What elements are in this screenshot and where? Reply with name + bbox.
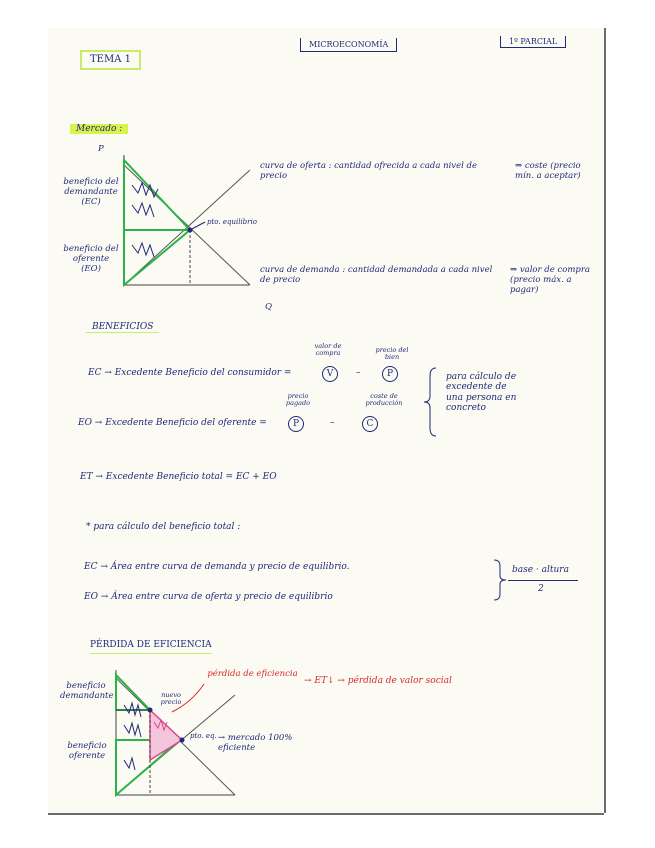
subject-label: MICROECONOMÍA	[300, 38, 397, 52]
formula-numerator: base · altura	[512, 565, 569, 575]
precio-bien-caption: precio del bien	[375, 346, 409, 362]
minus-sign: –	[356, 368, 361, 378]
ec-area-line: EC → Área entre curva de demanda y precio de equilibrio.	[84, 562, 350, 572]
perdida-consequence: → ET↓ → pérdida de valor social	[304, 676, 452, 686]
formula-denominator: 2	[538, 584, 544, 594]
axis-q-label: Q	[265, 302, 272, 312]
calc-title: * para cálculo del beneficio total :	[86, 522, 241, 532]
parcial-label: 1º PARCIAL	[500, 36, 566, 48]
eo-label: beneficio del oferente (EO)	[63, 244, 119, 274]
perdida-eficiencia-label: pérdida de eficiencia	[207, 669, 298, 679]
et-formula-line: ET → Excedente Beneficio total = EC + EO	[80, 472, 277, 482]
demanda-definition: curva de demanda : cantidad demandada a cada nivel de precio	[260, 265, 493, 285]
tema-label: TEMA 1	[80, 50, 141, 70]
nuevo-precio-label: nuevo precio	[160, 691, 182, 707]
equilibrium-label: pto. equilibrio	[207, 218, 257, 226]
p2-circle: P	[288, 416, 304, 432]
ec-label: beneficio del demandante (EC)	[63, 177, 119, 207]
valor-compra-caption: valor de compra	[314, 342, 342, 358]
demanda-note: ⇒ valor de compra (precio máx. a pagar)	[510, 265, 590, 295]
mercado-eficiente-label: → mercado 100% eficiente	[218, 733, 293, 753]
v-circle: V	[322, 366, 338, 382]
p-circle: P	[382, 366, 398, 382]
precio-pagado-caption: precio pagado	[285, 392, 311, 408]
beneficios-title: BENEFICIOS	[86, 322, 159, 333]
oferta-note: ⇒ coste (precio mín. a aceptar)	[515, 161, 581, 181]
axis-p-label: P	[98, 144, 104, 154]
minus-sign-2: –	[330, 418, 335, 428]
perdida-demandante-label: beneficio demandante	[60, 681, 114, 701]
coste-produccion-caption: coste de producción	[365, 392, 403, 408]
perdida-title: PÉRDIDA DE EFICIENCIA	[90, 640, 212, 654]
perdida-oferente-label: beneficio oferente	[67, 741, 107, 761]
ec-formula-line: EC → Excedente Beneficio del consumidor =	[88, 368, 292, 378]
mercado-title: Mercado :	[70, 124, 128, 134]
brace-note: para cálculo de excedente de una persona en concreto	[446, 372, 517, 414]
oferta-definition: curva de oferta : cantidad ofrecida a cada nivel de precio	[260, 161, 478, 181]
c-circle: C	[362, 416, 378, 432]
eo-formula-line: EO → Excedente Beneficio del oferente =	[78, 418, 267, 428]
eo-area-line: EO → Área entre curva de oferta y precio de equilibrio	[84, 592, 333, 602]
perdida-eq-label: pto. eq.	[190, 732, 217, 740]
